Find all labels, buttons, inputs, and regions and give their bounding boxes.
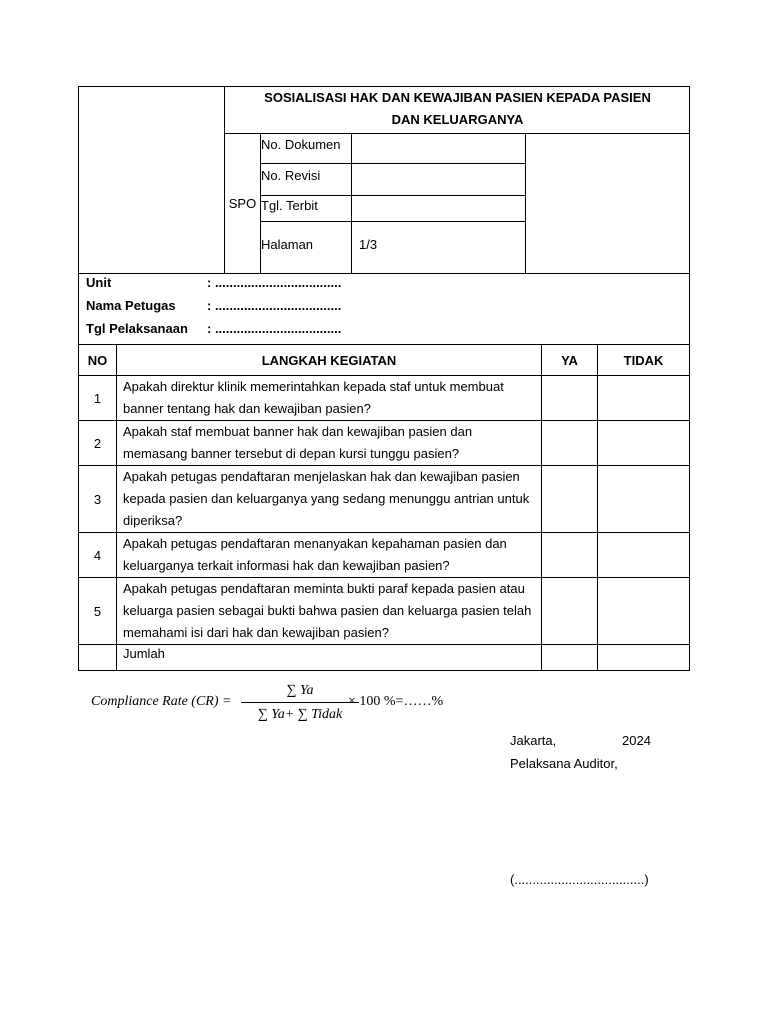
title-line-1: SOSIALISASI HAK DAN KEWAJIBAN PASIEN KEPADA PASIEN: [264, 90, 651, 105]
tanggal-label: Tgl Pelaksanaan: [86, 321, 188, 336]
table-row: [79, 533, 690, 578]
total-tidak-cell[interactable]: [598, 645, 690, 671]
table-row: [79, 466, 690, 533]
ya-cell[interactable]: [542, 533, 598, 578]
meta-label: No. Dokumen: [261, 134, 352, 163]
table-row: [79, 578, 690, 645]
row-question: Apakah petugas pendaftaran menanyakan kepahaman pasien dan keluarganya terkait informasi hak dan kewajiban pasien?: [117, 533, 542, 578]
signature-blank[interactable]: (....................................): [510, 872, 649, 887]
meta-row-halaman: [261, 222, 525, 274]
total-ya-cell[interactable]: [542, 645, 598, 671]
tidak-cell[interactable]: [598, 376, 690, 421]
checklist-table: [78, 344, 690, 671]
meta-border: [525, 134, 526, 273]
petugas-value: : ...................................: [207, 298, 342, 313]
info-tanggal: [86, 321, 341, 336]
row-question: Apakah staf membuat banner hak dan kewajiban pasien dan memasang banner tersebut di depan kursi tunggu pasien?: [117, 421, 542, 466]
meta-row-terbit: [261, 196, 525, 222]
formula-lhs: Compliance Rate (CR) =: [91, 694, 232, 709]
header-tidak: TIDAK: [598, 345, 690, 376]
info-unit: [86, 275, 341, 290]
row-number: 4: [79, 533, 117, 578]
formula-numerator: ∑ Ya: [286, 683, 314, 698]
audit-info: [78, 273, 690, 345]
document-meta: [261, 134, 526, 273]
row-number: 1: [79, 376, 117, 421]
table-row: [79, 421, 690, 466]
total-no-cell: [79, 645, 117, 671]
meta-label: No. Revisi: [261, 164, 352, 195]
meta-row-revisi: [261, 164, 525, 196]
total-label: Jumlah: [117, 645, 542, 671]
header-langkah: LANGKAH KEGIATAN: [117, 345, 542, 376]
table-header-row: [79, 345, 690, 376]
title-line-2: DAN KELUARGANYA: [391, 112, 524, 127]
row-number: 3: [79, 466, 117, 533]
row-number: 5: [79, 578, 117, 645]
row-question: Apakah petugas pendaftaran menjelaskan hak dan kewajiban pasien kepada pasien dan keluarganya yang sedang menunggu antrian untuk diperiksa?: [117, 466, 542, 533]
header-ya: YA: [542, 345, 598, 376]
ya-cell[interactable]: [542, 421, 598, 466]
tanggal-value: : ...................................: [207, 321, 342, 336]
meta-row-dokumen: [261, 134, 525, 164]
info-petugas: [86, 298, 341, 313]
ya-cell[interactable]: [542, 376, 598, 421]
meta-value: 1/3: [359, 237, 378, 252]
ya-cell[interactable]: [542, 578, 598, 645]
formula-denominator: ∑ Ya+ ∑ Tidak: [257, 707, 343, 722]
ya-cell[interactable]: [542, 466, 598, 533]
table-row: [79, 376, 690, 421]
total-row: [79, 645, 690, 671]
formula-tail: × 100 %=……%: [348, 694, 444, 709]
tidak-cell[interactable]: [598, 578, 690, 645]
signature-role: Pelaksana Auditor,: [510, 756, 618, 771]
row-question: Apakah direktur klinik memerintahkan kepada staf untuk membuat banner tentang hak dan kewajiban pasien?: [117, 376, 542, 421]
signature-city: Jakarta,: [510, 733, 557, 748]
petugas-label: Nama Petugas: [86, 298, 176, 313]
document-header: [78, 86, 690, 274]
row-number: 2: [79, 421, 117, 466]
logo-cell: [79, 87, 225, 273]
meta-label: Tgl. Terbit: [261, 196, 352, 221]
tidak-cell[interactable]: [598, 466, 690, 533]
tidak-cell[interactable]: [598, 421, 690, 466]
unit-label: Unit: [86, 275, 112, 290]
document-title: [225, 87, 690, 134]
row-question: Apakah petugas pendaftaran meminta bukti paraf kepada pasien atau keluarga pasien sebagai bukti bahwa pasien dan keluarga pasien telah memahami isi dari hak dan kewajiban pasien?: [117, 578, 542, 645]
tidak-cell[interactable]: [598, 533, 690, 578]
formula-fraction: [241, 680, 359, 725]
meta-label: Halaman: [261, 222, 352, 273]
header-no: NO: [79, 345, 117, 376]
spo-label: SPO: [225, 134, 261, 273]
unit-value: : ...................................: [207, 275, 342, 290]
signature-year: 2024: [622, 733, 651, 748]
